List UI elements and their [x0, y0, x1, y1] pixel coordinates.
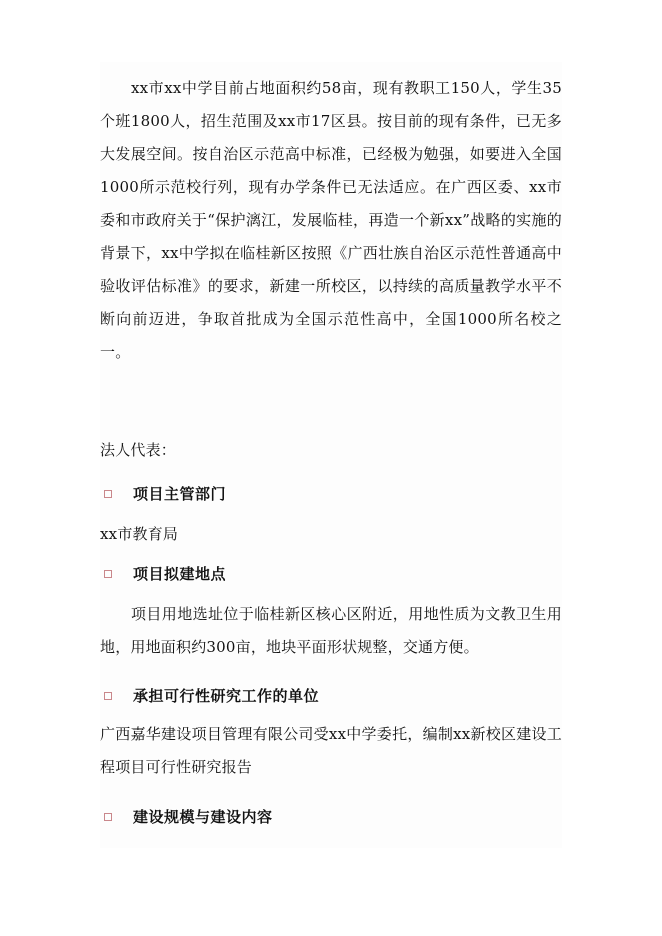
section-title: 项目拟建地点 [133, 565, 227, 583]
section-heading-supervising-department [100, 477, 226, 510]
section-title: 项目主管部门 [133, 485, 227, 503]
intro-paragraph: xx市xx中学目前占地面积约58亩，现有教职工150人，学生35个班1800人，招生范围及xx市17区县。按目前的现有条件，已无多大发展空间。按自治区示范高中标准，已经极为勉强，如要进入全国1000所示范校行列，现有办学条件已无法适应。在广西区委、xx市委和市政府关于“保护漓江，发展临桂，再造一个新xx”战略的实施的背景下，xx中学拟在临桂新区按照《广西壮族自治区示范性普通高中验收评估标准》的要求，新建一所校区，以持续的高质量教学水平不断向前迈进，争取首批成为全国示范性高中，全国1000所名校之一。 [100, 79, 562, 361]
section-body-supervising-department: xx市教育局 [100, 525, 179, 543]
section-heading-construction-scale [100, 800, 273, 833]
section-heading-proposed-site [100, 557, 226, 590]
section-body-proposed-site: 项目用地选址位于临桂新区核心区附近，用地性质为文教卫生用地，用地面积约300亩，地块平面形状规整，交通方便。 [100, 605, 562, 656]
section-heading-feasibility-unit [100, 679, 319, 712]
bullet-square-icon [104, 692, 112, 700]
section-title: 建设规模与建设内容 [133, 808, 273, 826]
bullet-square-icon [104, 490, 112, 498]
section-title: 承担可行性研究工作的单位 [133, 687, 320, 705]
legal-representative-label: 法人代表： [100, 441, 177, 459]
bullet-square-icon [104, 570, 112, 578]
bullet-square-icon [104, 813, 112, 821]
section-body-feasibility-unit: 广西嘉华建设项目管理有限公司受xx中学委托，编制xx新校区建设工程项目可行性研究报告 [100, 725, 562, 776]
